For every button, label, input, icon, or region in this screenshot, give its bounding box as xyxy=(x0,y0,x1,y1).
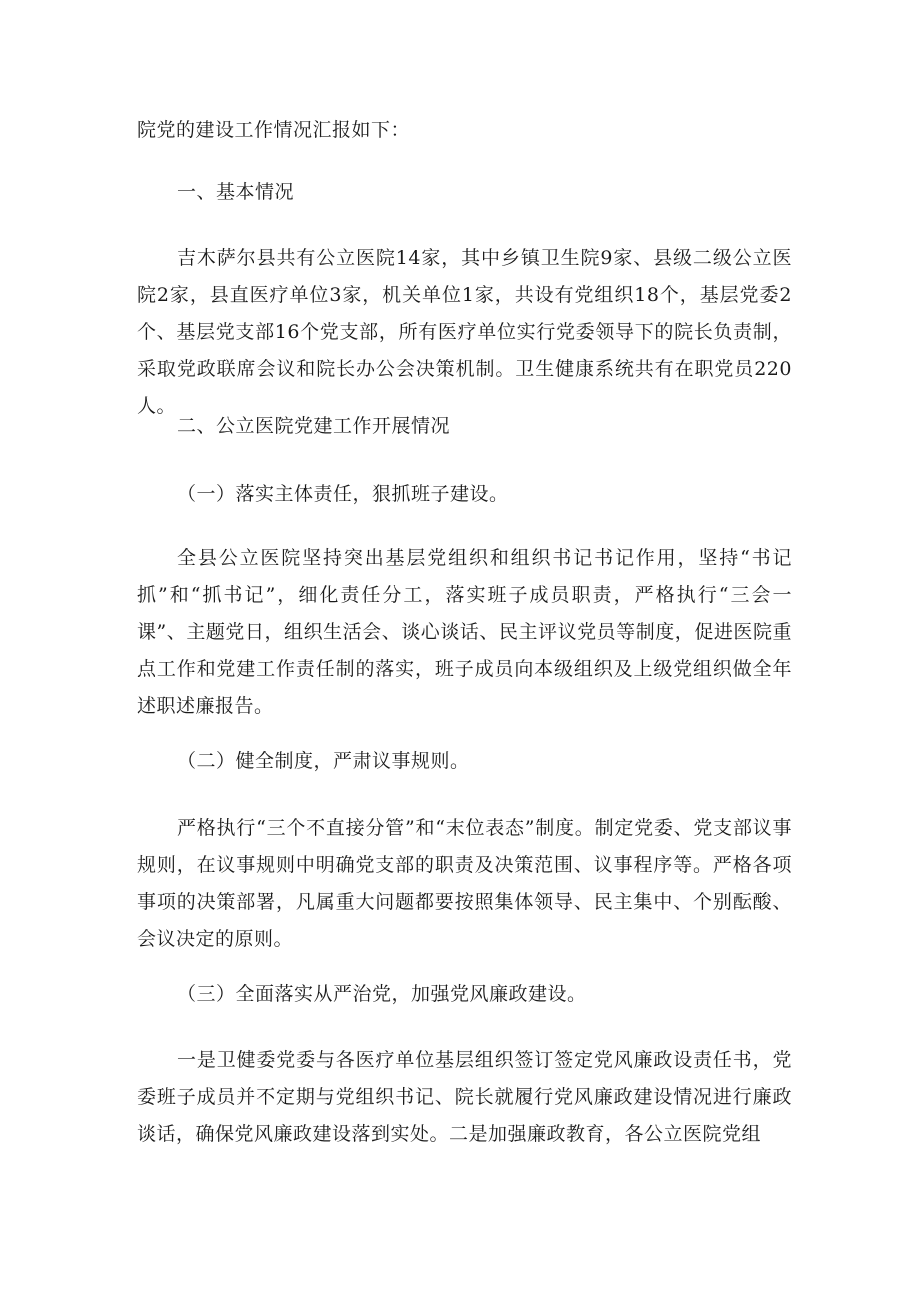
paragraph-integrity: 一是卫健委党委与各医疗单位基层组织签订签定党风廉政设责任书，党委班子成员并不定期与党组织书记、院长就履行党风廉政建设情况进行廉政谈话，确保党风廉政建设落到实处。二是加强廉政教育，各公立医院党组 xyxy=(137,1049,792,1145)
subheading-rules: （二）健全制度，严肃议事规则。 xyxy=(177,750,470,772)
subheading-responsibility: （一）落实主体责任，狠抓班子建设。 xyxy=(177,483,509,505)
subheading-integrity: （三）全面落实从严治党，加强党风廉政建设。 xyxy=(177,983,587,1005)
paragraph-rules: 严格执行“三个不直接分管”和“末位表态”制度。制定党委、党支部议事规则，在议事规则中明确党支部的职责及决策范围、议事程序等。严格各项事项的决策部署，凡属重大问题都要按照集体领导、民主集中、个别酝酸、会议决定的原则。 xyxy=(137,817,792,950)
intro-line: 院党的建设工作情况汇报如下： xyxy=(137,119,411,141)
section-heading-basic: 一、基本情况 xyxy=(177,181,295,203)
paragraph-responsibility: 全县公立医院坚持突出基层党组织和组织书记书记作用，坚持“书记抓”和“抓书记”，细化责任分工，落实班子成员职责，严格执行“三会一课”、主题党日，组织生活会、谈心谈话、民主评议党员等制度，促进医院重点工作和党建工作责任制的落实，班子成员向本级组织及上级党组织做全年述职述廉报告。 xyxy=(137,547,792,717)
paragraph-basic-info: 吉木萨尔县共有公立医院14家，其中乡镇卫生院9家、县级二级公立医院2家，县直医疗单位3家，机关单位1家，共设有党组织18个，基层党委2个、基层党支部16个党支部，所有医疗单位实行党委领导下的院长负责制，采取党政联席会议和院长办公会决策机制。卫生健康系统共有在职党员220人。 xyxy=(137,247,792,417)
section-heading-work: 二、公立医院党建工作开展情况 xyxy=(177,415,451,437)
